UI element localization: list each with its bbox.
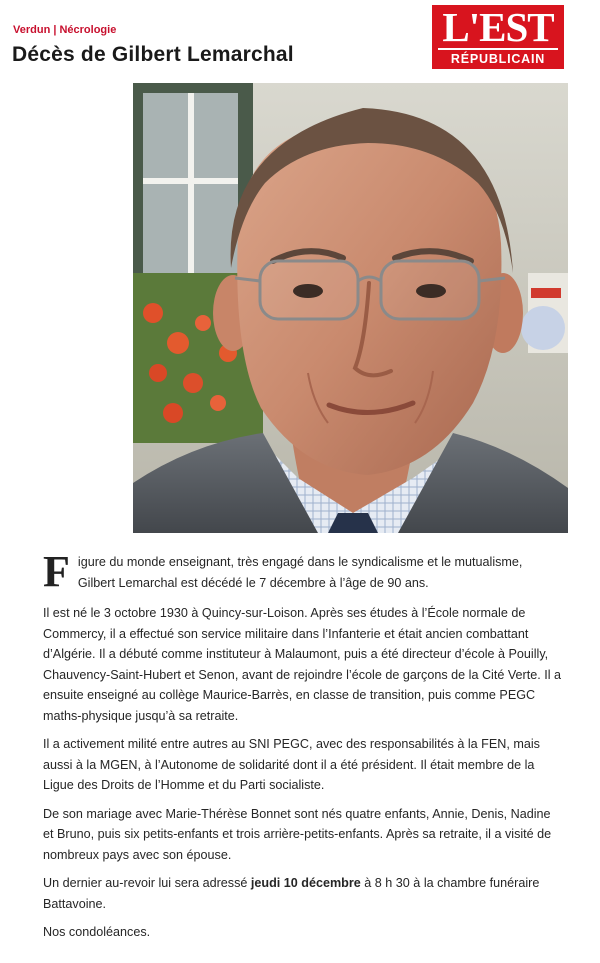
paragraph-funeral [43, 873, 563, 914]
funeral-date: jeudi 10 décembre [250, 876, 361, 890]
page-title: Décès de Gilbert Lemarchal [12, 43, 294, 66]
portrait-photo [133, 83, 568, 533]
paragraph-condolences: Nos condoléances. [43, 925, 151, 939]
funeral-text-after: à 8 h 30 à la chambre funéraire Battavoine. [43, 876, 540, 911]
drop-cap: F [43, 547, 70, 596]
article-body [43, 547, 563, 943]
portrait-illustration [133, 83, 568, 533]
paragraph-intro [43, 547, 563, 596]
logo-main-text: L'EST [442, 4, 554, 50]
logo-sub-text: RÉPUBLICAIN [438, 48, 558, 66]
paragraph-activism: Il a activement milité entre autres au SNI PEGC, avec des responsabilités à la FEN, mais aussi à la MGEN, à l’Autonome de solidarité dont il a été président. Il était membre de la Ligue des Droits de l’Homme et du Parti socialiste. [43, 737, 540, 792]
paragraph-intro-text: igure du monde enseignant, très engagé dans le syndicalisme et le mutualisme, Gilbert Lemarchal est décédé le 7 décembre à l’âge de 90 ans. [77, 555, 523, 590]
newspaper-logo[interactable] [432, 5, 564, 69]
paragraph-family: De son mariage avec Marie-Thérèse Bonnet sont nés quatre enfants, Annie, Denis, Nadine et Bruno, puis six petits-enfants et trois arrière-petits-enfants. Après sa retraite, il a visité de nombreux pays avec son épouse. [43, 806, 552, 862]
funeral-text-before: Un dernier au-revoir lui sera adressé [43, 876, 251, 890]
section-kicker[interactable]: Verdun | Nécrologie [13, 24, 117, 36]
paragraph-career: Il est né le 3 octobre 1930 à Quincy-sur-Loison. Après ses études à l’École normale de Commercy, il a effectué son service militaire dans l’Infanterie et était ancien combattant d’Algérie. Il a débuté comme instituteur à Malaumont, puis a été directeur d’école à Pouilly, Chauvency-Saint-Hubert et Senon, avant de rejoindre l’école de garçons de la Cité Verte. Il a ensuite enseigné au collège Maurice-Barrès, en classe de transition, puis comme PEGC maths-physique jusqu’à sa retraite. [43, 606, 562, 723]
